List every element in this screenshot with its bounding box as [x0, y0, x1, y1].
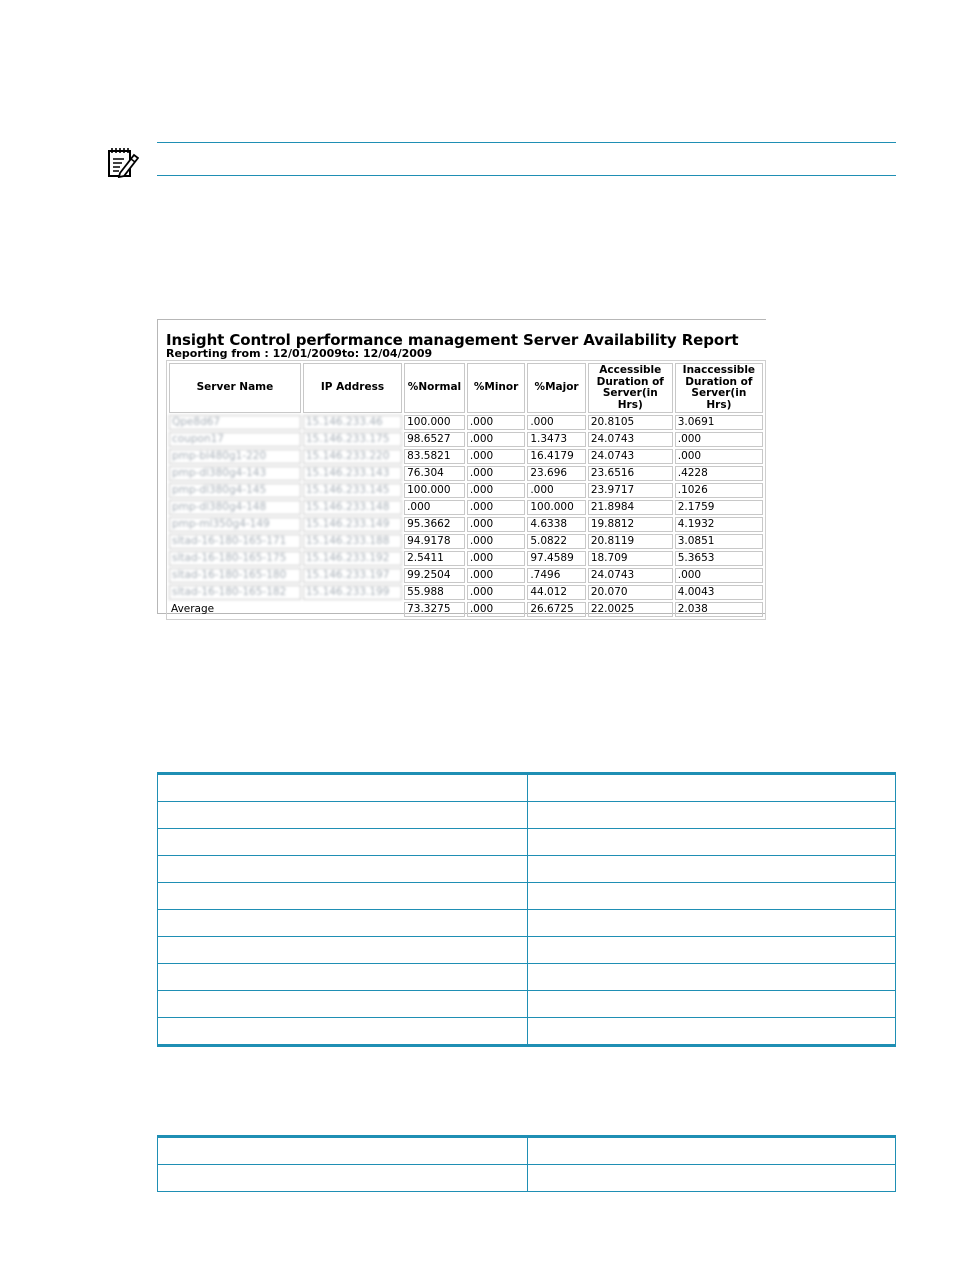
table-cell: [158, 802, 528, 829]
cell-accessible: 20.8119: [588, 534, 673, 549]
cell-normal: 55.988: [404, 585, 465, 600]
report-subtitle: Reporting from : 12/01/2009to: 12/04/2009: [166, 347, 433, 360]
table-row: [158, 829, 896, 856]
table-cell: [528, 991, 896, 1018]
table-row: [158, 1137, 896, 1165]
cell-normal: 76.304: [404, 466, 465, 481]
cell-major: 5.0822: [527, 534, 585, 549]
cell-server-name: coupon17: [169, 432, 301, 447]
table-cell: [158, 1165, 528, 1192]
average-normal: 73.3275: [404, 602, 465, 617]
note-top-rule: [157, 142, 896, 143]
cell-minor: .000: [467, 466, 526, 481]
col-server-name: Server Name: [169, 363, 301, 413]
cell-accessible: 24.0743: [588, 568, 673, 583]
cell-accessible: 18.709: [588, 551, 673, 566]
col-major: %Major: [527, 363, 585, 413]
table-cell: [528, 883, 896, 910]
cell-inaccessible: 4.1932: [675, 517, 763, 532]
table-row: [158, 802, 896, 829]
cell-minor: .000: [467, 415, 526, 430]
table-row: [158, 1165, 896, 1192]
table-row: [158, 856, 896, 883]
table-header-row: [169, 363, 763, 413]
cell-ip-address: 15.146.233.148: [303, 500, 402, 515]
cell-accessible: 20.070: [588, 585, 673, 600]
cell-minor: .000: [467, 568, 526, 583]
cell-normal: 100.000: [404, 483, 465, 498]
cell-major: 44.012: [527, 585, 585, 600]
cell-minor: .000: [467, 449, 526, 464]
cell-server-name: pmp-dl380g4-145: [169, 483, 301, 498]
table-row: [169, 534, 763, 549]
table-row: [158, 991, 896, 1018]
cell-minor: .000: [467, 432, 526, 447]
average-row: [169, 602, 763, 617]
cell-major: .000: [527, 415, 585, 430]
cell-ip-address: 15.146.233.145: [303, 483, 402, 498]
table-body: [169, 415, 763, 617]
cell-accessible: 24.0743: [588, 449, 673, 464]
note-icon: [107, 146, 139, 178]
table-row: [158, 774, 896, 802]
cell-minor: .000: [467, 551, 526, 566]
cell-ip-address: 15.146.233.197: [303, 568, 402, 583]
cell-normal: 99.2504: [404, 568, 465, 583]
table-cell: [158, 937, 528, 964]
cell-accessible: 19.8812: [588, 517, 673, 532]
cell-inaccessible: .4228: [675, 466, 763, 481]
table-row: [169, 568, 763, 583]
cell-minor: .000: [467, 585, 526, 600]
cell-server-name: sltad-16-180-165-182: [169, 585, 301, 600]
cell-normal: 95.3662: [404, 517, 465, 532]
cell-normal: 94.9178: [404, 534, 465, 549]
table-cell: [158, 991, 528, 1018]
col-inaccessible-duration: Inaccessible Duration of Server(in Hrs): [675, 363, 763, 413]
table-cell: [158, 964, 528, 991]
note-bottom-rule: [157, 175, 896, 176]
table-row: [169, 466, 763, 481]
cell-normal: 98.6527: [404, 432, 465, 447]
table-cell: [158, 910, 528, 937]
table-row: [158, 937, 896, 964]
average-minor: .000: [467, 602, 526, 617]
cell-inaccessible: 3.0691: [675, 415, 763, 430]
table-row: [169, 449, 763, 464]
cell-normal: 100.000: [404, 415, 465, 430]
table-row: [158, 883, 896, 910]
cell-inaccessible: .000: [675, 568, 763, 583]
cell-inaccessible: .1026: [675, 483, 763, 498]
cell-server-name: pmp-bl480g1-220: [169, 449, 301, 464]
cell-ip-address: 15.146.233.143: [303, 466, 402, 481]
cell-minor: .000: [467, 500, 526, 515]
cell-inaccessible: 3.0851: [675, 534, 763, 549]
cell-inaccessible: 4.0043: [675, 585, 763, 600]
table-cell: [158, 1018, 528, 1046]
cell-ip-address: 15.146.233.220: [303, 449, 402, 464]
average-major: 26.6725: [527, 602, 585, 617]
cell-major: 1.3473: [527, 432, 585, 447]
cell-ip-address: 15.146.233.175: [303, 432, 402, 447]
cell-server-name: sltad-16-180-165-175: [169, 551, 301, 566]
table-row: [169, 500, 763, 515]
table-cell: [528, 802, 896, 829]
cell-server-name: sltad-16-180-165-180: [169, 568, 301, 583]
table-row: [169, 517, 763, 532]
table-cell: [158, 883, 528, 910]
cell-accessible: 23.9717: [588, 483, 673, 498]
table-cell: [528, 1137, 896, 1165]
cell-ip-address: 15.146.233.46: [303, 415, 402, 430]
cell-major: 100.000: [527, 500, 585, 515]
cell-normal: 2.5411: [404, 551, 465, 566]
table-cell: [528, 910, 896, 937]
cell-normal: .000: [404, 500, 465, 515]
average-label: Average: [171, 603, 215, 615]
cell-ip-address: 15.146.233.188: [303, 534, 402, 549]
cell-inaccessible: 2.1759: [675, 500, 763, 515]
table-cell: [528, 829, 896, 856]
col-accessible-duration: Accessible Duration of Server(in Hrs): [588, 363, 673, 413]
cell-accessible: 24.0743: [588, 432, 673, 447]
cell-accessible: 21.8984: [588, 500, 673, 515]
average-inaccessible: 2.038: [675, 602, 763, 617]
cell-server-name: sltad-16-180-165-171: [169, 534, 301, 549]
cell-server-name: pmp-dl380g4-143: [169, 466, 301, 481]
table-row: [169, 483, 763, 498]
cell-ip-address: 15.146.233.192: [303, 551, 402, 566]
table-row: [169, 585, 763, 600]
cell-inaccessible: .000: [675, 449, 763, 464]
table-cell: [528, 1165, 896, 1192]
cell-major: 23.696: [527, 466, 585, 481]
cell-major: 4.6338: [527, 517, 585, 532]
cell-server-name: pmp-dl380g4-148: [169, 500, 301, 515]
cell-server-name: Qpe8d67: [169, 415, 301, 430]
report-title: Insight Control performance management Server Availability Report: [166, 331, 739, 349]
cell-major: .7496: [527, 568, 585, 583]
cell-major: .000: [527, 483, 585, 498]
table-row: [158, 964, 896, 991]
blank-table-1: [157, 772, 896, 1047]
cell-major: 16.4179: [527, 449, 585, 464]
cell-major: 97.4589: [527, 551, 585, 566]
cell-minor: .000: [467, 517, 526, 532]
cell-minor: .000: [467, 534, 526, 549]
table-cell: [528, 1018, 896, 1046]
availability-report-figure: [157, 319, 766, 614]
table-row: [169, 432, 763, 447]
average-accessible: 22.0025: [588, 602, 673, 617]
table-cell: [528, 964, 896, 991]
table-cell: [158, 1137, 528, 1165]
table-row: [169, 415, 763, 430]
availability-table: [166, 360, 766, 620]
table-cell: [528, 774, 896, 802]
col-minor: %Minor: [467, 363, 526, 413]
cell-accessible: 20.8105: [588, 415, 673, 430]
table-row: [158, 910, 896, 937]
cell-normal: 83.5821: [404, 449, 465, 464]
cell-server-name: pmp-ml350g4-149: [169, 517, 301, 532]
cell-ip-address: 15.146.233.199: [303, 585, 402, 600]
table-cell: [528, 937, 896, 964]
table-row: [158, 1018, 896, 1046]
cell-inaccessible: .000: [675, 432, 763, 447]
cell-minor: .000: [467, 483, 526, 498]
col-ip-address: IP Address: [303, 363, 402, 413]
table-cell: [528, 856, 896, 883]
cell-inaccessible: 5.3653: [675, 551, 763, 566]
blank-table-2: [157, 1135, 896, 1192]
table-cell: [158, 774, 528, 802]
table-cell: [158, 856, 528, 883]
cell-accessible: 23.6516: [588, 466, 673, 481]
table-row: [169, 551, 763, 566]
col-normal: %Normal: [404, 363, 465, 413]
table-cell: [158, 829, 528, 856]
cell-ip-address: 15.146.233.149: [303, 517, 402, 532]
